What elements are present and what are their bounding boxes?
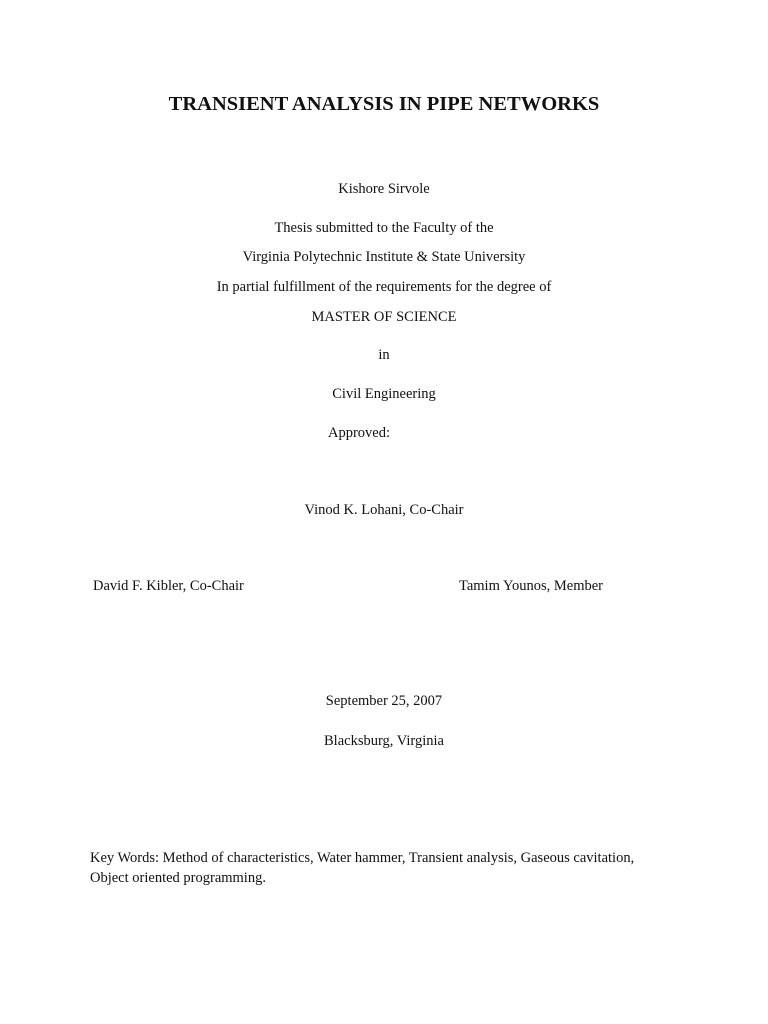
- document-title: TRANSIENT ANALYSIS IN PIPE NETWORKS: [168, 93, 600, 115]
- keywords-line-1: Key Words: Method of characteristics, Water hammer, Transient analysis, Gaseous cavitation,: [90, 850, 635, 866]
- author-name: Kishore Sirvole: [338, 181, 430, 197]
- location: Blacksburg, Virginia: [324, 733, 444, 749]
- submission-date: September 25, 2007: [325, 693, 443, 709]
- committee-member-right: Tamim Younos, Member: [459, 578, 603, 594]
- submission-line-2: Virginia Polytechnic Institute & State University: [242, 249, 526, 265]
- submission-line-1: Thesis submitted to the Faculty of the: [274, 220, 494, 236]
- approved-label: Approved:: [328, 425, 391, 441]
- keywords-line-2: Object oriented programming.: [90, 870, 266, 886]
- degree-in: in: [378, 347, 390, 363]
- degree-field: Civil Engineering: [332, 386, 436, 402]
- committee-member-left: David F. Kibler, Co-Chair: [93, 578, 244, 594]
- degree-name: MASTER OF SCIENCE: [311, 309, 457, 325]
- submission-line-3: In partial fulfillment of the requirements for the degree of: [216, 279, 552, 295]
- committee-chair: Vinod K. Lohani, Co-Chair: [304, 502, 464, 518]
- keywords-block: [90, 848, 690, 888]
